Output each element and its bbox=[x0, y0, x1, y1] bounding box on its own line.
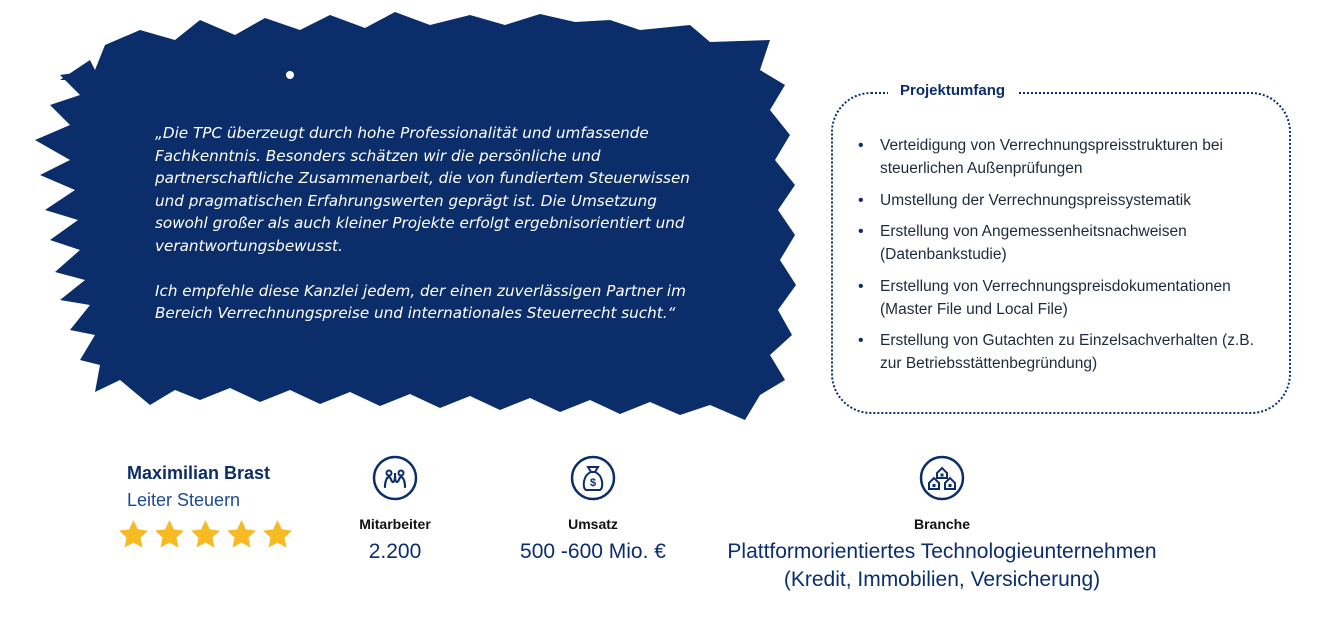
star-icon bbox=[153, 518, 186, 551]
testimonial-quote bbox=[155, 122, 695, 347]
stat-industry-value-line1: Plattformorientiertes Technologieunternehmen bbox=[727, 540, 1157, 563]
project-scope-title: Projektumfang bbox=[888, 82, 1017, 99]
stat-revenue-value: 500 -600 Mio. € bbox=[520, 540, 666, 563]
list-item: • Verteidigung von Verrechnungspreisstrukturen bei steuerlichen Außenprüfungen bbox=[858, 134, 1278, 180]
quote-paragraph-2: Ich empfehle diese Kanzlei jedem, der einen zuverlässigen Partner im Bereich Verrechnungspreise und internationales Steuerrecht sucht.“ bbox=[155, 281, 686, 322]
people-icon bbox=[372, 455, 418, 501]
list-item: • Erstellung von Verrechnungspreisdokumentationen (Master File und Local File) bbox=[858, 275, 1278, 321]
stat-industry-value-line2: (Kredit, Immobilien, Versicherung) bbox=[783, 568, 1101, 591]
buildings-icon bbox=[919, 455, 965, 501]
svg-text:$: $ bbox=[589, 477, 597, 489]
stat-revenue bbox=[503, 455, 683, 566]
stat-industry bbox=[700, 455, 1184, 594]
star-icon bbox=[225, 518, 258, 551]
stat-industry-label: Branche bbox=[913, 516, 971, 532]
stat-revenue-label: Umsatz bbox=[568, 516, 618, 532]
star-icon bbox=[261, 518, 294, 551]
project-scope-list bbox=[858, 134, 1278, 384]
list-item: • Erstellung von Gutachten zu Einzelsachverhalten (z.B. zur Betriebsstättenbegründung) bbox=[858, 329, 1278, 375]
person-role: Leiter Steuern bbox=[127, 490, 241, 510]
star-icon bbox=[117, 518, 150, 551]
rating-stars bbox=[117, 518, 294, 551]
quote-paragraph-1: „Die TPC überzeugt durch hohe Professionalität und umfassende Fachkenntnis. Besonders schätzen wir die persönliche und partnerschaftliche Zusammenarbeit, die von fundiertem Steuerwissen und pragmatischen Erfahrungswerten geprägt ist. Die Umsetzung sowohl großer als auch kleiner Projekte erfolgt ergebnisorientiert und verantwortungsbewusst. bbox=[155, 124, 690, 255]
stat-employees-label: Mitarbeiter bbox=[359, 516, 431, 532]
stat-employees bbox=[340, 455, 450, 566]
stat-industry-value bbox=[700, 538, 1184, 594]
star-icon bbox=[189, 518, 222, 551]
person-name: Maximilian Brast bbox=[127, 463, 271, 483]
money-bag-icon bbox=[570, 455, 616, 501]
list-item: • Erstellung von Angemessenheitsnachweisen (Datenbankstudie) bbox=[858, 220, 1278, 266]
stat-employees-value: 2.200 bbox=[368, 540, 422, 563]
list-item: • Umstellung der Verrechnungspreissystematik bbox=[858, 189, 1278, 212]
